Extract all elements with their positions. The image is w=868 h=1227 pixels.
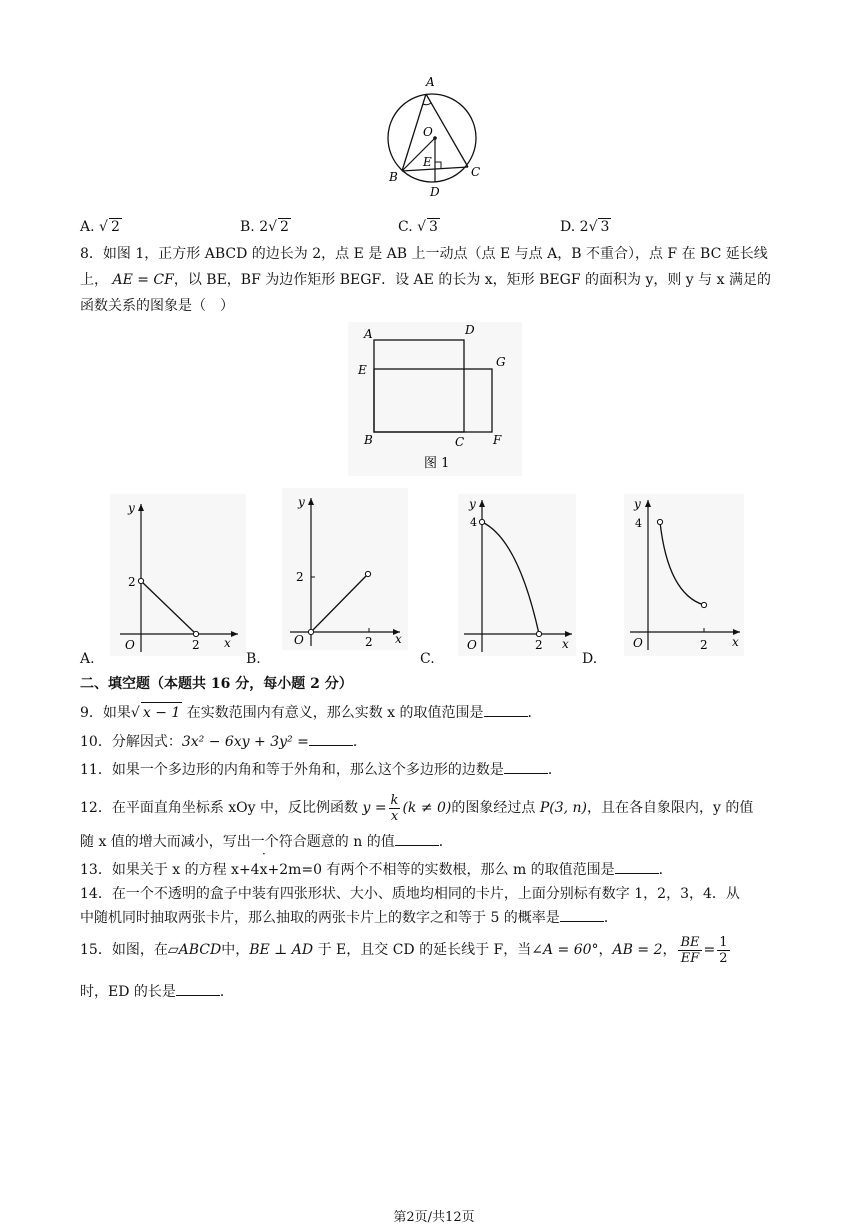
q8-graph-b-x-label: x: [395, 632, 402, 646]
q8-line-2: 上， AE = CF，以 BE，BF 为边作矩形 BEGF．设 AE 的长为 x，矩形 BEGF 的面积为 y，则 y 与 x 满足的: [80, 272, 771, 288]
q11-answer-blank: [504, 761, 548, 774]
q8-graph-c-x-label: x: [562, 637, 569, 651]
q15-answer-blank: [176, 983, 220, 996]
question-15-line-1: 15．如图，在▱ABCD中，BE ⊥ AD 于 E，且交 CD 的延长线于 F，当∠A = 60°，AB = 2， $\frac{BE}{EF}$ = $\frac{1}{2}$: [80, 934, 728, 966]
q14-answer-blank: [560, 909, 604, 922]
q8-graph-a-origin: O: [125, 638, 135, 652]
question-13: 13．如果关于 x 的方程 x+4x+2m=0 有两个不相等的实数根，那么 m 的取值范围是 ．: [80, 862, 673, 878]
q8-graph-b: [282, 488, 408, 650]
question-12-line-2: 随 x 值的增大而减小，写出一个符合题意的 n 的值 ．: [80, 834, 453, 850]
q8-graph-c: [458, 494, 576, 656]
q7-option-b: B. 2√ 2: [240, 219, 289, 235]
q7-option-a: A. √ 2: [80, 219, 120, 235]
q8-line-3: 函数关系的图象是（ ）: [80, 298, 234, 314]
question-11: 11．如果一个多边形的内角和等于外角和，那么这个多边形的边数是 ．: [80, 762, 562, 778]
q8-fig-label-F: F: [493, 433, 502, 447]
q8-graph-d-y-tick: 4: [635, 517, 642, 530]
q8-square-figure: [348, 322, 522, 476]
q8-graph-a-y-tick: 2: [128, 575, 136, 589]
page-footer: 第2页/共12页: [393, 1210, 475, 1225]
q8-graph-c-y-label: y: [469, 497, 476, 511]
q15-fraction-half: $\frac{1}{2}$: [719, 934, 728, 966]
q10-answer-blank: [309, 733, 353, 746]
question-10: 10．分解因式：3x² − 6xy + 3y² = ．: [80, 734, 367, 750]
q8-graph-b-letter: B.: [246, 651, 261, 667]
q8-graph-d-x-label: x: [732, 635, 739, 649]
q8-graph-b-x-tick: 2: [365, 635, 373, 649]
q15-fraction-be-ef: $\frac{BE}{EF}$: [680, 934, 700, 966]
question-14-line-1: 14．在一个不透明的盒子中装有四张形状、大小、质地均相同的卡片，上面分别标有数字 1，2，3，4．从: [80, 886, 740, 902]
question-15-line-2: 时，ED 的长是 ．: [80, 984, 234, 1000]
q7-label-D: D: [430, 185, 440, 199]
q8-graph-a: [110, 494, 246, 656]
q8-graph-a-x-label: x: [224, 636, 231, 650]
q8-line-1: 8．如图 1，正方形 ABCD 的边长为 2，点 E 是 AB 上一动点（点 E 与点 A，B 不重合），点 F 在 BC 延长线: [80, 246, 768, 262]
q8-graph-b-origin: O: [294, 633, 304, 647]
q8-graph-c-letter: C.: [420, 651, 435, 667]
q8-graph-c-x-tick: 2: [535, 638, 543, 652]
q12-fraction: $\frac{k}{x}$: [390, 792, 399, 824]
q8-graph-a-x-tick: 2: [192, 638, 200, 652]
q7-label-O: O: [423, 125, 433, 139]
q13-answer-blank: [615, 861, 659, 874]
q8-fig-label-E: E: [358, 363, 367, 377]
q8-fig-caption: 图 1: [424, 456, 450, 471]
q8-graph-d-letter: D.: [582, 651, 598, 667]
q8-graph-b-y-tick: 2: [296, 570, 304, 584]
q9-answer-blank: [484, 704, 528, 717]
q8-graph-a-y-label: y: [128, 501, 135, 515]
q7-label-A: A: [426, 75, 435, 89]
q7-label-C: C: [471, 165, 481, 179]
q8-fig-label-B: B: [364, 433, 373, 447]
q8-fig-label-C: C: [455, 435, 465, 449]
q8-graph-c-origin: O: [467, 638, 477, 652]
q8-graph-c-y-tick: 4: [470, 516, 477, 529]
question-14-line-2: 中随机同时抽取两张卡片，那么抽取的两张卡片上的数字之和等于 5 的概率是 ．: [80, 910, 618, 926]
q7-circle-figure: [380, 72, 490, 204]
q8-fig-label-D: D: [465, 323, 475, 337]
q8-graph-d-y-label: y: [634, 497, 641, 511]
question-12-line-1: 12．在平面直角坐标系 xOy 中，反比例函数 y = $\frac{k}{x}$ (k ≠ 0)的图象经过点 P(3, n)，且在各自象限内，y 的值: [80, 792, 754, 824]
q7-label-B: B: [389, 170, 398, 184]
q8-graph-d-origin: O: [633, 636, 643, 650]
q7-label-E: E: [423, 155, 432, 169]
q8-graph-a-letter: A.: [80, 651, 95, 667]
q7-option-c: C. √ 3: [398, 219, 438, 235]
q8-fig-label-G: G: [496, 355, 506, 369]
q8-graph-d: [624, 494, 744, 656]
question-9: 9．如果√ x − 1 在实数范围内有意义，那么实数 x 的取值范围是 ．: [80, 702, 542, 723]
q8-fig-label-A: A: [364, 327, 373, 341]
q8-graph-b-y-label: y: [298, 495, 305, 509]
q8-graph-d-x-tick: 2: [700, 638, 708, 652]
section-heading-fill-in: 二、填空题（本题共 16 分，每小题 2 分）: [80, 676, 353, 692]
q12-answer-blank: [395, 833, 439, 846]
q7-option-d: D. 2√ 3: [560, 219, 610, 235]
